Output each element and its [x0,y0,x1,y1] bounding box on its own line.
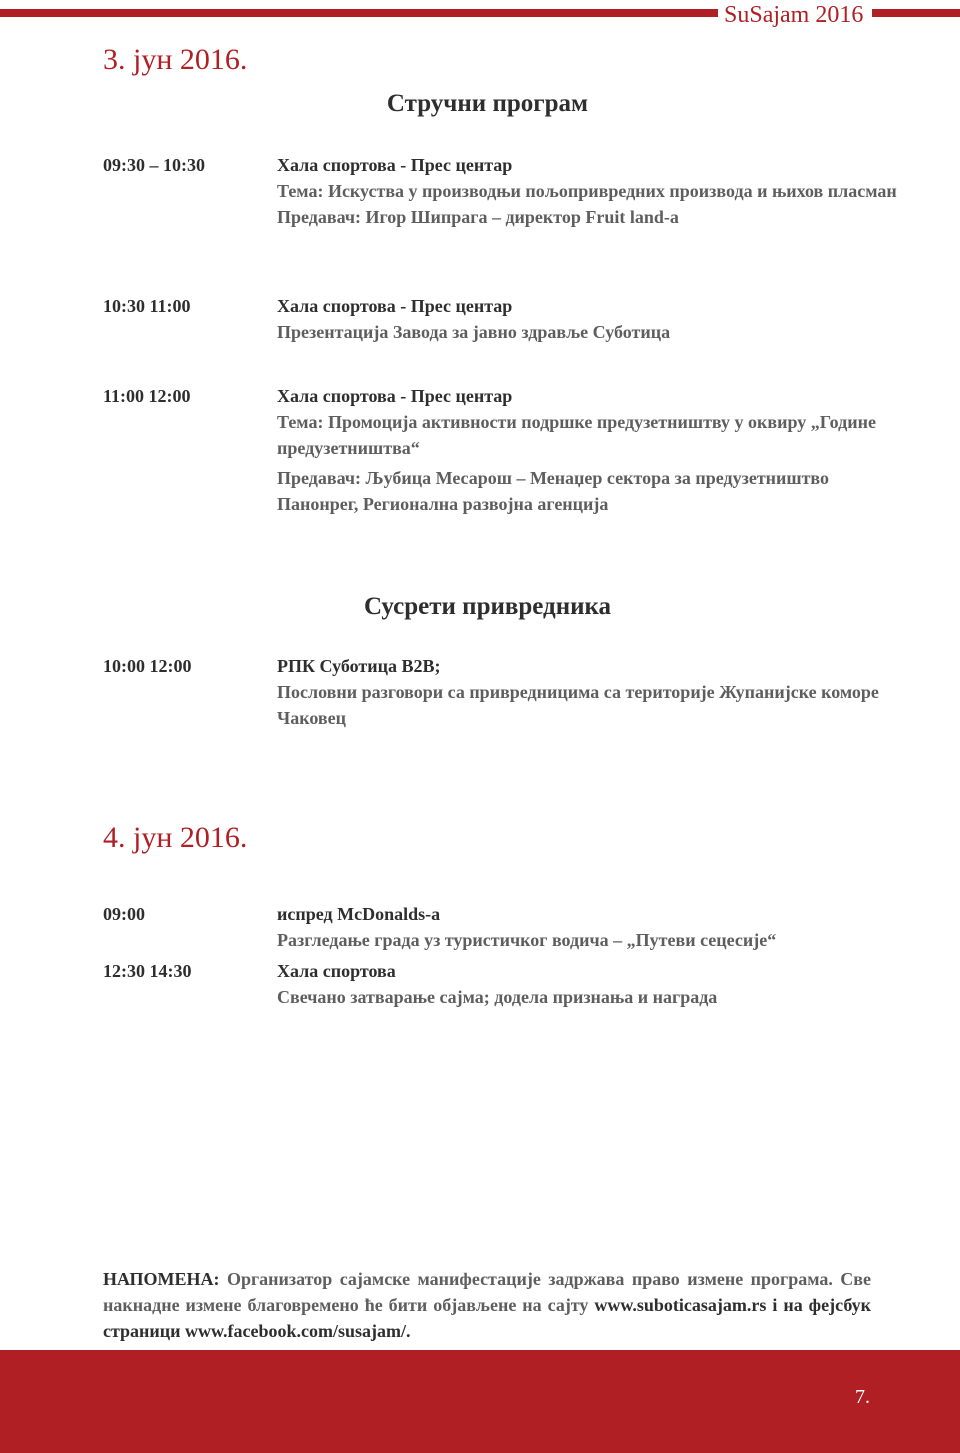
note-text: Организатор сајамске манифестације задржава право измене програма. Све накнадне измене благовремено ће бити објављене на сајту [103,1269,871,1315]
event-venue: Хала спортова - Прес центар [277,386,513,406]
header-rule [0,9,718,17]
event-speaker: Предавач: Игор Шипрага – директор Fruit land-a [277,207,679,227]
event-topic: Тема: Промоција активности подршке предузетништву у оквиру „Године предузетништва“ [277,412,876,458]
event-venue: Хала спортова [277,961,396,981]
note-connector: і на фејсбук страници [103,1295,871,1341]
footer-bar [0,1350,960,1453]
event-venue: Хала спортова - Прес центар [277,296,513,316]
event-time: 09:00 [103,904,145,924]
event-venue: РПК Суботица B2B; [277,656,441,676]
event-time: 09:30 – 10:30 [103,155,205,175]
note-label: НАПОМЕНА: [103,1269,220,1289]
event-time: 12:30 14:30 [103,961,192,981]
day2-date: 4. јун 2016. [103,821,248,854]
event-topic: Тема: Искуства у производњи пољопривредних производа и њихов пласман [277,181,897,201]
website-link[interactable]: www.suboticasajam.rs [594,1295,767,1315]
event-time: 10:30 11:00 [103,296,191,316]
event-topic: Разгледање града уз туристичког водича – „Путеви сецесије“ [277,930,777,950]
section-title-expert-program: Стручни програм [386,90,589,117]
disclaimer-note [103,1266,871,1344]
page-number: 7. [855,1386,870,1408]
day1-date: 3. јун 2016. [103,43,248,76]
header-rule-end [872,9,960,17]
event-time: 11:00 12:00 [103,386,191,406]
event-venue: Хала спортова - Прес центар [277,155,513,175]
event-topic: Презентација Завода за јавно здравље Суботица [277,322,671,342]
event-venue: испред McDonalds-a [277,904,441,924]
section-title-business-meetings: Сусрети привредника [363,593,612,620]
event-time: 10:00 12:00 [103,656,192,676]
event-speaker: Предавач: Љубица Месарош – Менаџер сектора за предузетништво Панонрег, Регионална развојна агенција [277,468,830,514]
event-topic: Свечано затварање сајма; додела признања и награда [277,987,718,1007]
facebook-link[interactable]: www.facebook.com/susajam/. [185,1321,411,1341]
brand-title: SuSajam 2016 [724,2,864,28]
event-topic: Пословни разговори са привредницима са територије Жупанијске коморе Чаковец [277,682,879,728]
